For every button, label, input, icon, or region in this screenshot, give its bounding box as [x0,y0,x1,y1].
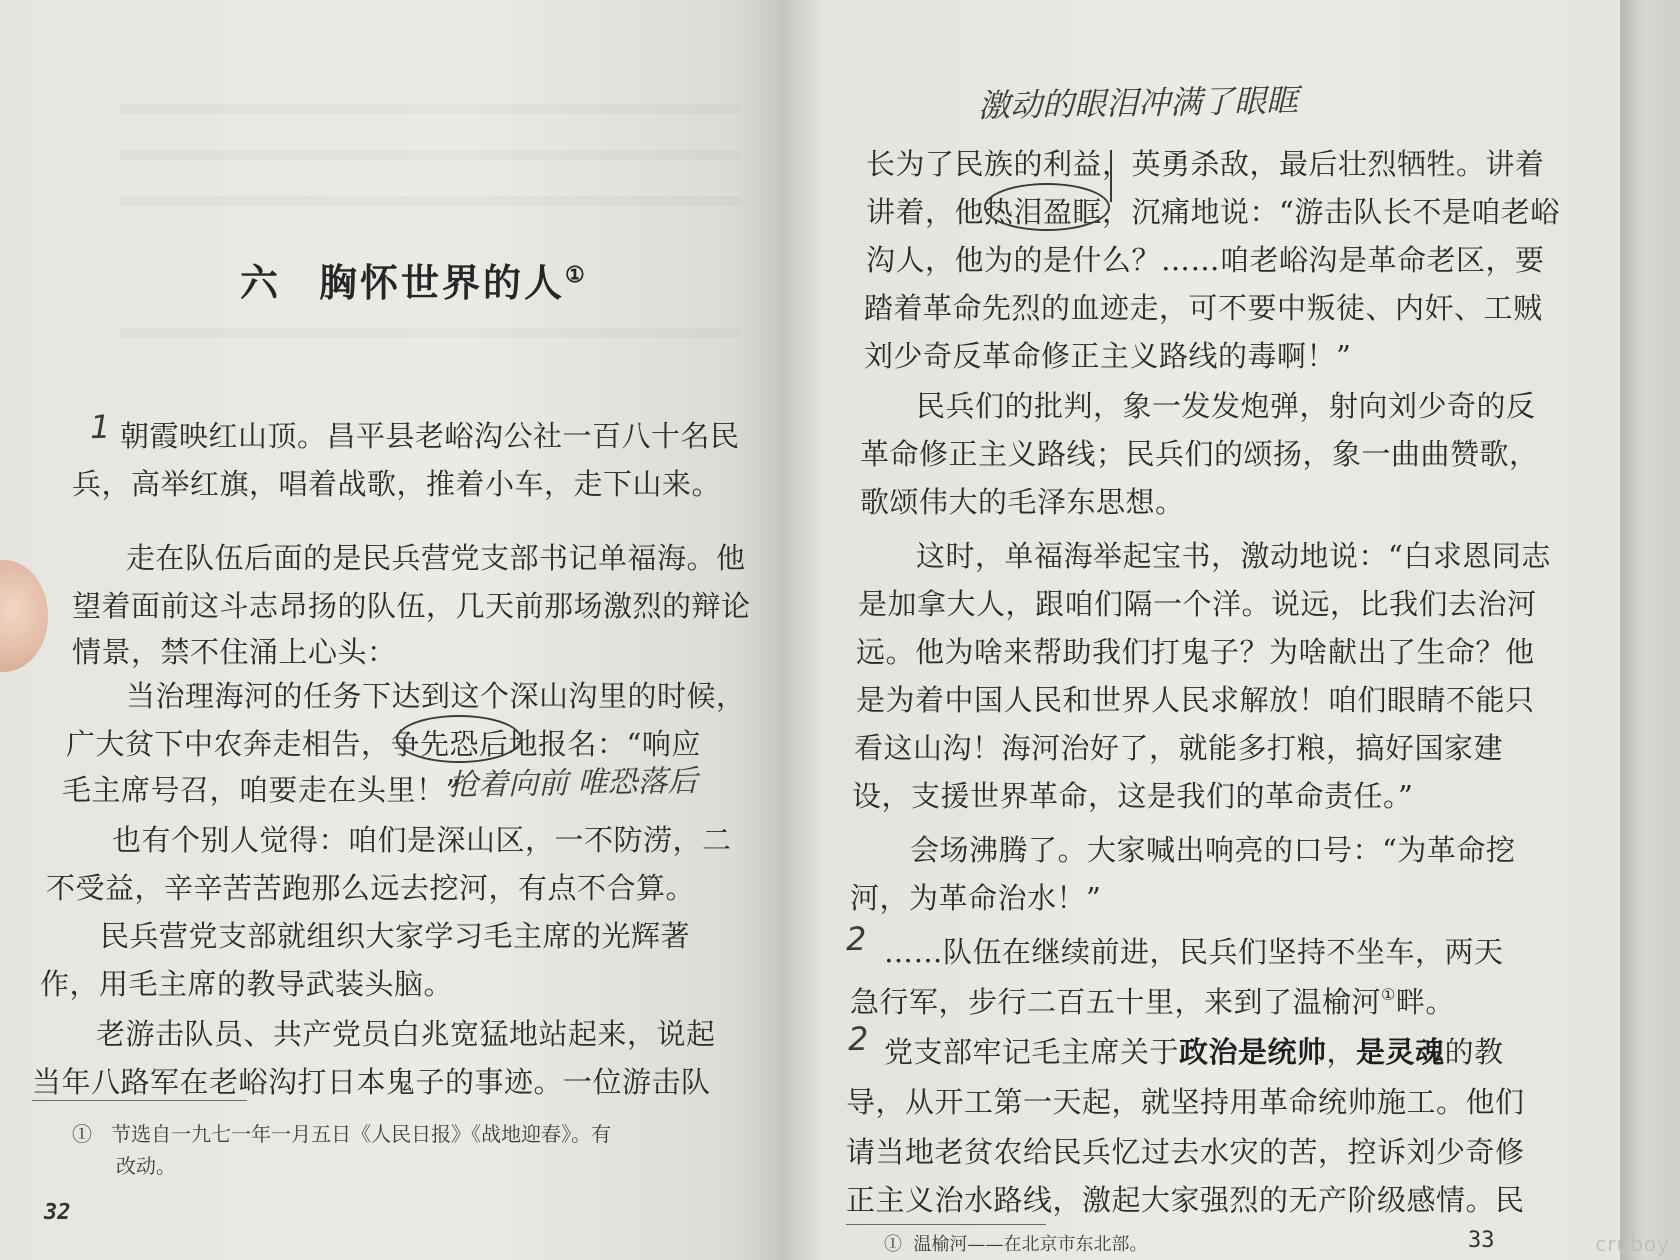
text-line: 刘少奇反革命修正主义路线的毒啊！” [864,339,1352,373]
footnote-ref: ① [1381,985,1396,1004]
handwritten-note-top: 激动的眼泪冲满了眼眶 [977,81,1299,125]
page-number: 32 [44,1200,71,1225]
text-line: 望着面前这斗志昂扬的队伍，几天前那场激烈的辩论 [72,589,751,623]
text-line: 老游击队员、共产党员白兆宽猛地站起来，说起 [96,1017,716,1051]
handwritten-marker-2a: 2 [845,919,867,959]
right-page [780,0,1620,1260]
text-line: 毛主席号召，咱要走在头里！” [62,773,461,807]
text-line: 兵，高举红旗，唱着战歌，推着小车，走下山来。 [72,467,722,501]
footnote-continued: 改动。 [116,1154,176,1178]
handwritten-marker-2b: 2 [847,1019,869,1059]
bleed-through [120,150,740,160]
text-line: 急行军，步行二百五十里，来到了温榆河①畔。 [850,985,1455,1019]
text-line: 是加拿大人，跟咱们隔一个洋。说远，比我们去治河 [858,587,1537,621]
text-line: 朝霞映红山顶。昌平县老峪沟公社一百八十名民 [120,419,740,453]
bleed-through [120,196,740,206]
bleed-through [120,328,740,338]
book-edge [1620,0,1680,1260]
text-line: 请当地老贫农给民兵忆过去水灾的苦，控诉刘少奇修 [846,1135,1525,1169]
text-line: 远。他为啥来帮助我们打鬼子？为啥献出了生命？他 [856,635,1535,669]
left-page [0,0,780,1260]
page-number: 33 [1468,1228,1495,1253]
text-line: 广大贫下中农奔走相告，争先恐后地报名：“响应 [66,727,701,761]
footnote-text: 节选自一九七一年一月五日《人民日报》《战地迎春》。有 [111,1122,612,1146]
text-line: 会场沸腾了。大家喊出响亮的口号：“为革命挖 [910,833,1516,867]
footnote-mark: ① [884,1234,902,1255]
text-line: 党支部牢记毛主席关于政治是统帅，是灵魂的教 [884,1035,1504,1069]
footnote-rule [846,1224,1046,1225]
text-line: 是为着中国人民和世界人民求解放！咱们眼睛不能只 [856,683,1535,717]
text-line: 正主义治水路线，激起大家强烈的无产阶级感情。民 [846,1183,1525,1217]
text-line: 当治理海河的任务下达到这个深山沟里的时候， [126,679,746,713]
text-line: 河，为革命治水！” [850,881,1102,915]
text-line: 情景，禁不住涌上心头： [72,635,397,669]
text-line: 民兵们的批判，象一发发炮弹，射向刘少奇的反 [916,389,1536,423]
text-line: ……队伍在继续前进，民兵们坚持不坐车，两天 [884,935,1504,969]
text-line: 不受益，辛辛苦苦跑那么远去挖河，有点不合算。 [46,871,696,905]
handwritten-note-left: 抢着向前 唯恐落后 [447,763,698,804]
text-line: 民兵营党支部就组织大家学习毛主席的光辉著 [100,919,691,953]
text-line: 沟人，他为的是什么？……咱老峪沟是革命老区，要 [866,243,1545,277]
text-line: 设，支援世界革命，这是我们的革命责任。” [852,779,1414,813]
footnote-text: 温榆河——在北京市东北部。 [913,1234,1148,1255]
text-line: 也有个别人觉得：咱们是深山区，一不防涝，二 [112,823,732,857]
text-line: 歌颂伟大的毛泽东思想。 [860,485,1185,519]
text-line: 走在队伍后面的是民兵营党支部书记单福海。他 [126,541,746,575]
footnote-mark: ① [72,1122,92,1146]
text-line: 作，用毛主席的教导武装头脑。 [40,967,454,1001]
watermark: cruboy [1595,1232,1670,1256]
handwritten-marker-1: 1 [89,407,111,447]
bleed-through [120,104,740,114]
footnote-rule [32,1100,247,1101]
footnote [72,1118,611,1147]
chapter-title: 六 胸怀世界的人① [240,260,588,305]
circled-phrase [396,715,522,763]
circled-phrase [984,183,1110,231]
text-line: 导，从开工第一天起，就坚持用革命统帅施工。他们 [846,1085,1525,1119]
text-line: 革命修正主义路线；民兵们的颂扬，象一曲曲赞歌， [860,437,1539,471]
text-line: 当年八路军在老峪沟打日本鬼子的事迹。一位游击队 [32,1065,711,1099]
text-line: 踏着革命先烈的血迹走，可不要中叛徒、内奸、工贼 [864,291,1543,325]
thumb [0,560,48,672]
text-line: 长为了民族的利益，英勇杀敌，最后壮烈牺牲。讲着 [866,147,1545,181]
text-line: 讲着，他热泪盈眶，沉痛地说：“游击队长不是咱老峪 [866,195,1560,229]
text-line: 这时，单福海举起宝书，激动地说：“白求恩同志 [916,539,1551,573]
text-line: 看这山沟！海河治好了，就能多打粮，搞好国家建 [854,731,1504,765]
footnote [884,1230,1147,1256]
